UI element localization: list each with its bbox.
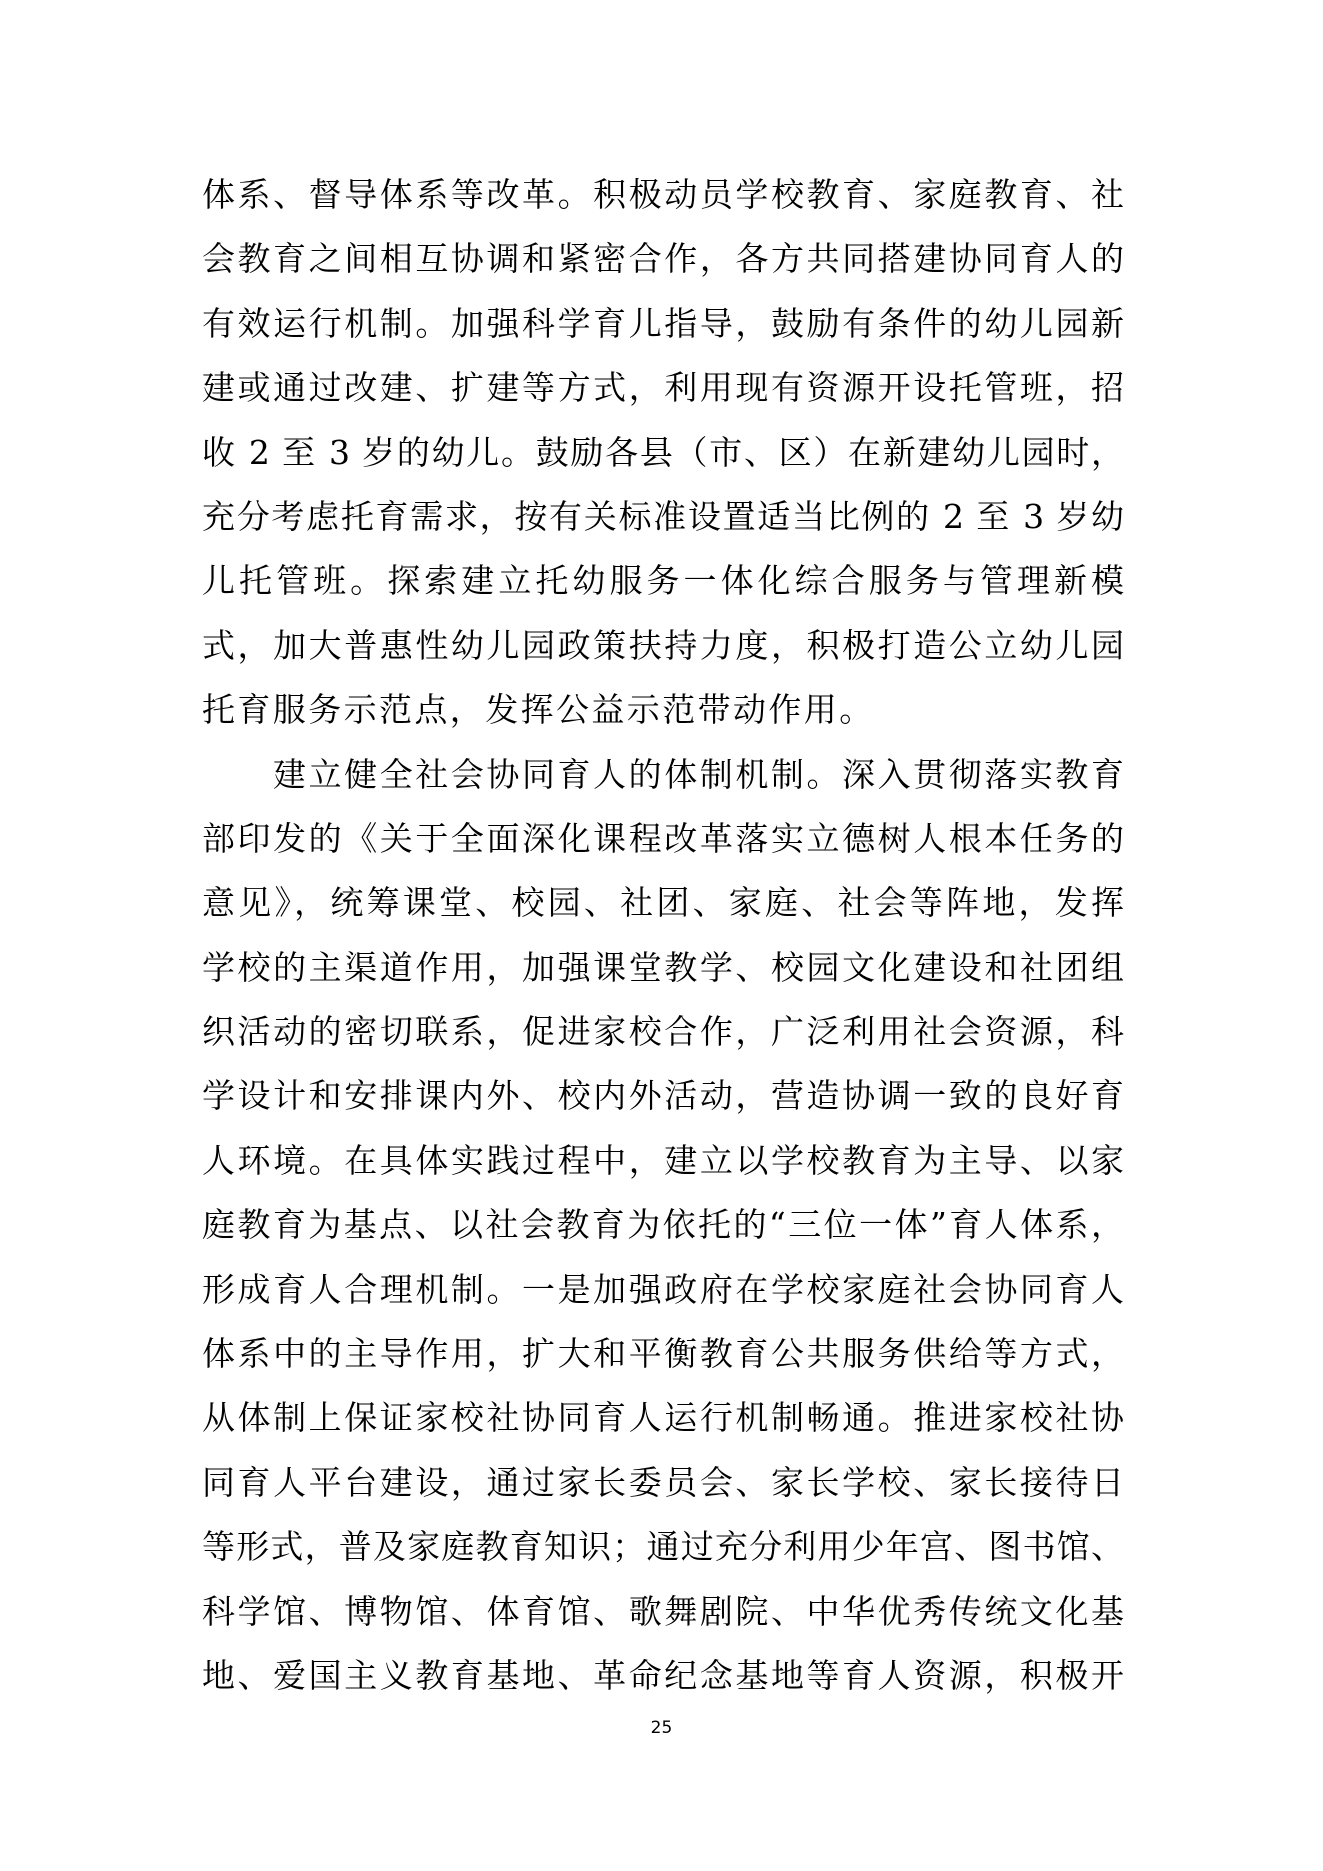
- text-line: 收 2 至 3 岁的幼儿。鼓励各县（市、区）在新建幼儿园时，: [202, 432, 1124, 472]
- text-line: 从体制上保证家校社协同育人运行机制畅通。推进家校社协: [202, 1398, 1124, 1438]
- page-number: 25: [650, 1718, 673, 1738]
- text-line: 充分考虑托育需求，按有关标准设置适当比例的 2 至 3 岁幼: [202, 496, 1124, 536]
- text-line: 儿托管班。探索建立托幼服务一体化综合服务与管理新模: [202, 561, 1124, 601]
- text-line: 人环境。在具体实践过程中，建立以学校教育为主导、以家: [202, 1140, 1124, 1180]
- text-line: 托育服务示范点，发挥公益示范带动作用。: [202, 690, 875, 730]
- text-line: 地、爱国主义教育基地、革命纪念基地等育人资源，积极开: [202, 1655, 1124, 1695]
- paragraph-2: [202, 743, 1124, 1709]
- text-line: 科学馆、博物馆、体育馆、歌舞剧院、中华优秀传统文化基: [202, 1591, 1124, 1631]
- text-line: 学校的主渠道作用，加强课堂教学、校园文化建设和社团组: [202, 947, 1124, 987]
- text-line: 等形式，普及家庭教育知识；通过充分利用少年宫、图书馆、: [202, 1527, 1124, 1567]
- text-line: 部印发的《关于全面深化课程改革落实立德树人根本任务的: [202, 818, 1124, 858]
- text-line: 同育人平台建设，通过家长委员会、家长学校、家长接待日: [202, 1462, 1124, 1502]
- text-line: 庭教育为基点、以社会教育为依托的“三位一体”育人体系，: [202, 1205, 1124, 1245]
- text-line: 意见》，统筹课堂、校园、社团、家庭、社会等阵地，发挥: [202, 883, 1124, 923]
- paragraph-1: [202, 163, 1124, 743]
- text-line: 式，加大普惠性幼儿园政策扶持力度，积极打造公立幼儿园: [202, 625, 1124, 665]
- text-line: 建立健全社会协同育人的体制机制。深入贯彻落实教育: [273, 754, 1124, 794]
- text-line: 体系中的主导作用，扩大和平衡教育公共服务供给等方式，: [202, 1334, 1124, 1374]
- text-line: 有效运行机制。加强科学育儿指导，鼓励有条件的幼儿园新: [202, 303, 1124, 343]
- body-text: [202, 163, 1124, 1708]
- text-line: 织活动的密切联系，促进家校合作，广泛利用社会资源，科: [202, 1012, 1124, 1052]
- text-line: 学设计和安排课内外、校内外活动，营造协调一致的良好育: [202, 1076, 1124, 1116]
- text-line: 会教育之间相互协调和紧密合作，各方共同搭建协同育人的: [202, 239, 1124, 279]
- text-line: 建或通过改建、扩建等方式，利用现有资源开设托管班，招: [202, 368, 1124, 408]
- text-line: 形成育人合理机制。一是加强政府在学校家庭社会协同育人: [202, 1269, 1124, 1309]
- text-line: 体系、督导体系等改革。积极动员学校教育、家庭教育、社: [202, 175, 1124, 214]
